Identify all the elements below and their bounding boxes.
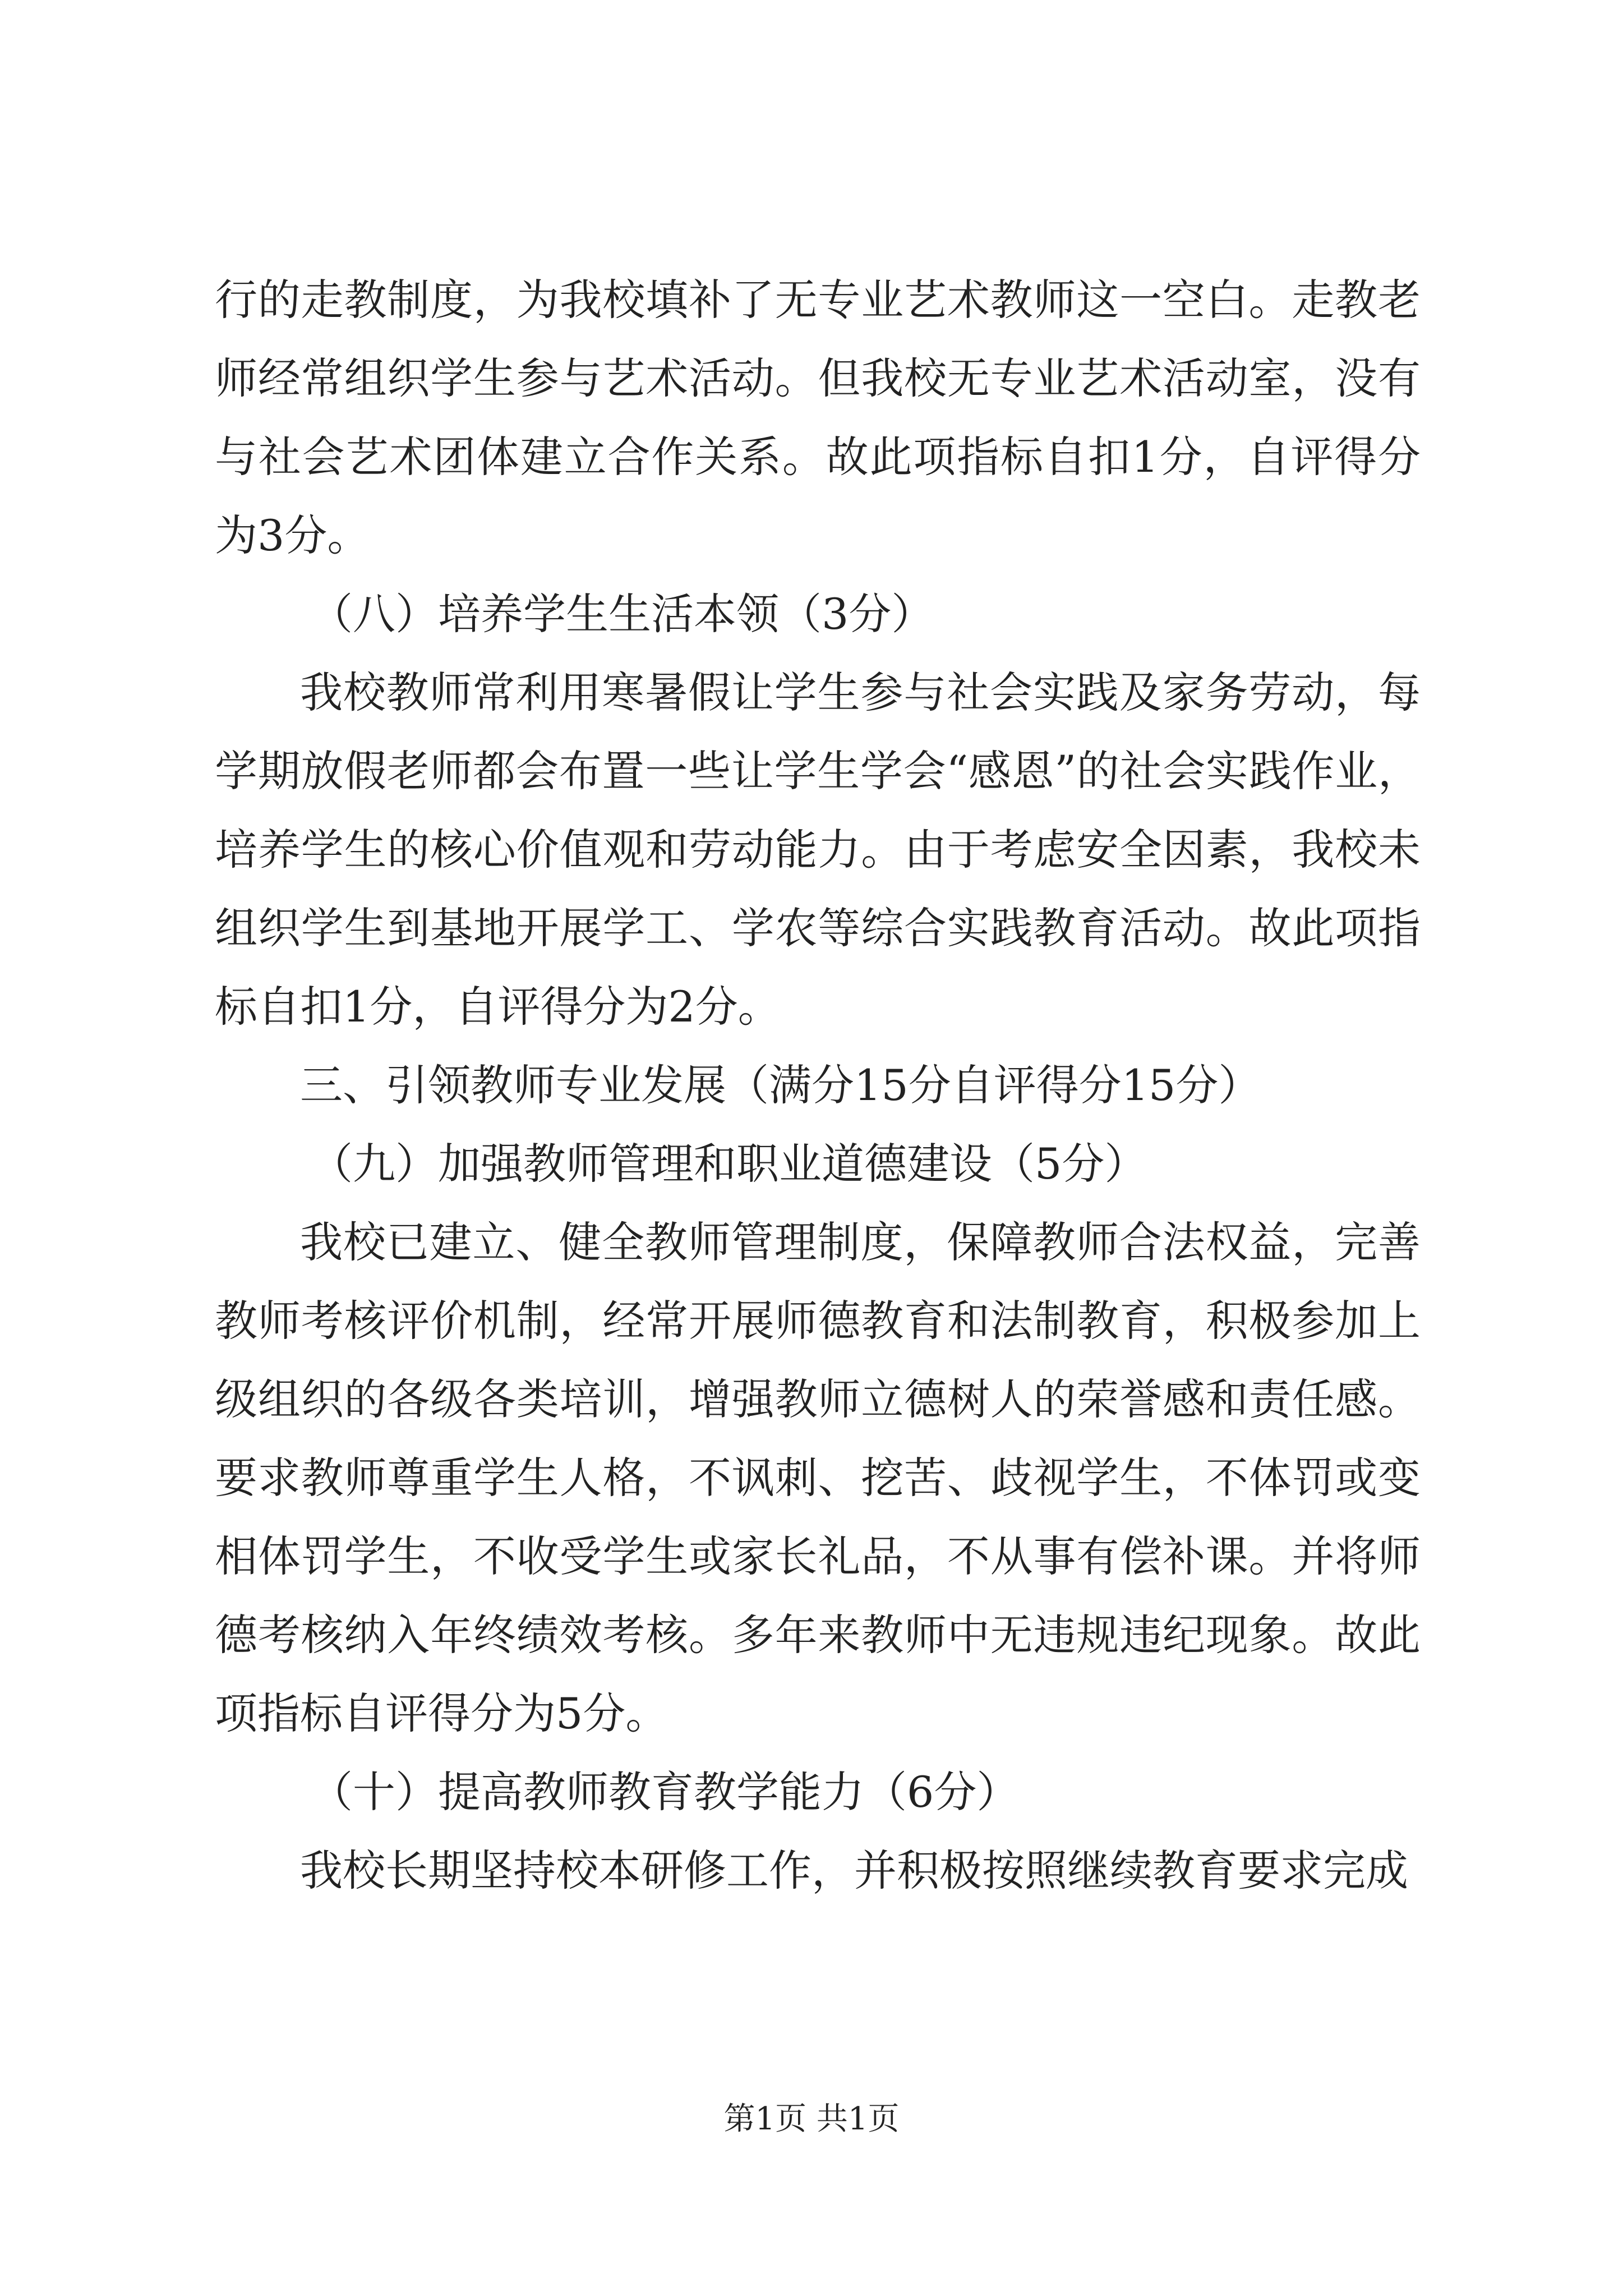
- heading-teacher-development: 三、引领教师专业发展（满分15分自评得分15分）: [300, 1060, 1261, 1110]
- paragraph-art-teaching: 行的走教制度，为我校填补了无专业艺术教师这一空白。走教老师经常组织学生参与艺术活动。但我校无专业艺术活动室，没有与社会艺术团体建立合作关系。故此项指标自扣1分，自评得分为3分。: [215, 275, 1421, 560]
- paragraph-teacher-ethics: 我校已建立、健全教师管理制度，保障教师合法权益，完善教师考核评价机制，经常开展师德教育和法制教育，积极参加上级组织的各级各类培训，增强教师立德树人的荣誉感和责任感。要求教师尊重学生人格，不讽刺、挖苦、歧视学生，不体罚或变相体罚学生，不收受学生或家长礼品，不从事有偿补课。并将师德考核纳入年终绩效考核。多年来教师中无违规违纪现象。故此项指标自评得分为5分。: [215, 1217, 1421, 1738]
- heading-teaching-ability: （十）提高教师教育教学能力（6分）: [310, 1767, 1020, 1817]
- paragraph-life-skills: 我校教师常利用寒暑假让学生参与社会实践及家务劳动，每学期放假老师都会布置一些让学生学会“感恩”的社会实践作业，培养学生的核心价值观和劳动能力。由于考虑安全因素，我校未组织学生到基地开展学工、学农等综合实践教育活动。故此项指标自扣1分，自评得分为2分。: [215, 668, 1421, 1032]
- paragraph-teaching-ability: 我校长期坚持校本研修工作，并积极按照继续教育要求完成: [300, 1846, 1408, 1895]
- heading-teacher-ethics: （九）加强教师管理和职业道德建设（5分）: [310, 1139, 1147, 1189]
- heading-life-skills: （八）培养学生生活本领（3分）: [310, 589, 934, 639]
- document-body: [215, 261, 1421, 1910]
- page-footer: 第1页 共1页: [723, 2101, 900, 2137]
